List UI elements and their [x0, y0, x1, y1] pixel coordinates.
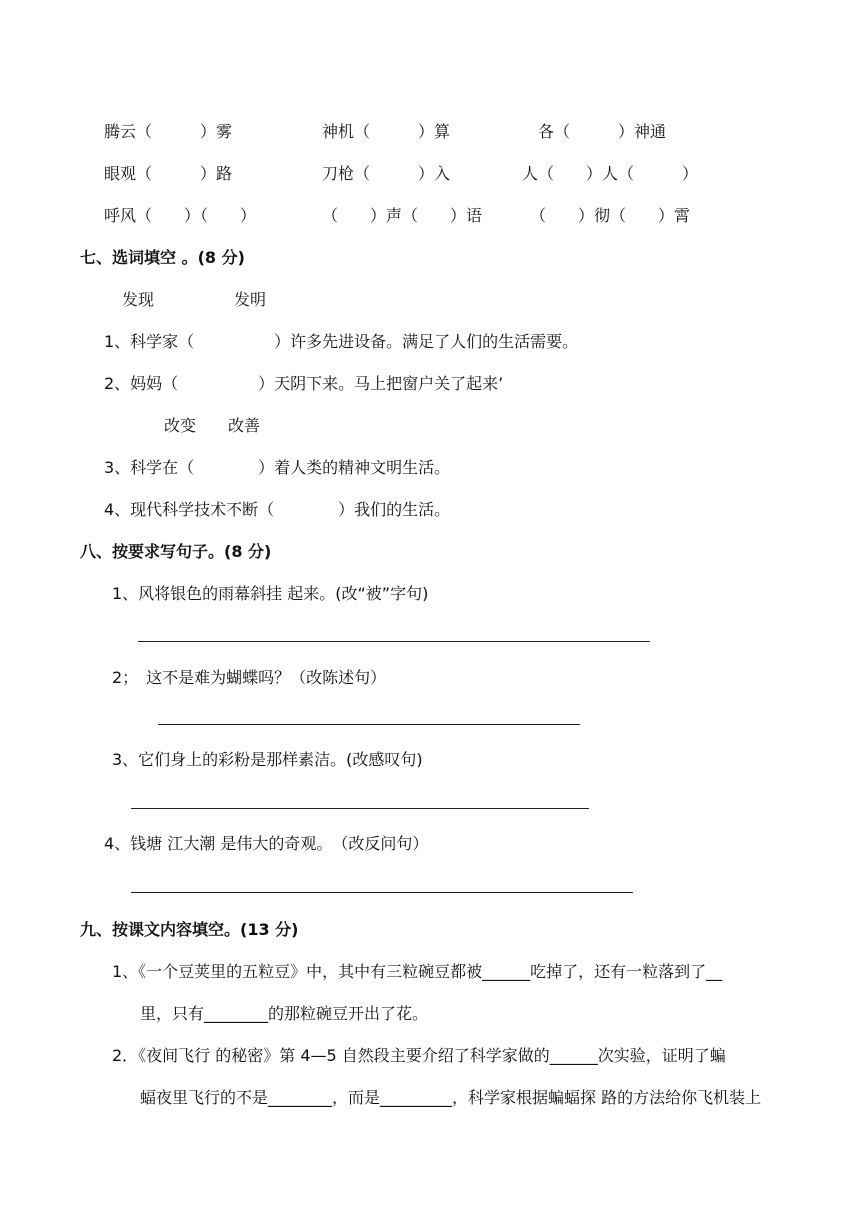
- idiom-9: （ ）彻（ ）霄: [530, 206, 691, 225]
- section-7-title: 七、选词填空 。(8 分): [80, 248, 245, 267]
- s7-question-3: 3、科学在（ ）着人类的精神文明生活。: [104, 458, 451, 477]
- s9-question-1-line-2: 里，只有________的那粒碗豆开出了花。: [140, 1004, 429, 1023]
- section-8-title: 八、按要求写句子。(8 分): [80, 542, 272, 561]
- s9-question-1-line-1: 1、《一个豆荚里的五粒豆》中，其中有三粒碗豆都被______吃掉了，还有一粒落到了__: [112, 962, 723, 981]
- idiom-3: 各（ ）神通: [538, 122, 667, 141]
- s9-question-2-line-1: 2．《夜间飞行 的秘密》第 4—5 自然段主要介绍了科学家做的______次实验，证明了蝙: [112, 1046, 726, 1065]
- idiom-7: 呼风（ ）（ ）: [104, 206, 257, 225]
- idiom-8: （ ）声（ ）语: [322, 206, 483, 225]
- answer-line-2: [158, 724, 580, 725]
- s9-question-2-line-2: 蝠夜里飞行的不是________，而是_________，科学家根据蝙蝠探 路的方法给你飞机装上: [140, 1088, 762, 1107]
- idiom-2: 神机（ ）算: [322, 122, 451, 141]
- s8-question-2: 2； 这不是难为蝴蝶吗？（改陈述句）: [112, 668, 387, 687]
- answer-line-1: [138, 641, 650, 642]
- word-choice-1: 发现 发明: [122, 290, 267, 309]
- word-choice-2: 改变 改善: [164, 416, 261, 435]
- answer-line-4: [131, 892, 633, 893]
- s7-question-4: 4、现代科学技术不断（ ）我们的生活。: [104, 500, 451, 519]
- idiom-1: 腾云（ ）雾: [104, 122, 233, 141]
- s8-question-1: 1、风将银色的雨幕斜挂 起来。(改“被”字句): [112, 584, 429, 603]
- section-9-title: 九、按课文内容填空。(13 分): [80, 920, 299, 939]
- s7-question-1: 1、科学家（ ）许多先进设备。满足了人们的生活需要。: [104, 332, 579, 351]
- s8-question-3: 3、它们身上的彩粉是那样素洁。(改感叹句): [112, 750, 423, 769]
- answer-line-3: [131, 808, 589, 809]
- idiom-5: 刀枪（ ）入: [322, 164, 451, 183]
- s8-question-4: 4、钱塘 江大潮 是伟大的奇观。 （改反问句）: [104, 834, 429, 853]
- s7-question-2: 2、妈妈（ ）天阴下来。马上把窗户关了起来’: [104, 374, 504, 393]
- idiom-4: 眼观（ ）路: [104, 164, 233, 183]
- idiom-6: 人（ ）人（ ）: [522, 164, 699, 183]
